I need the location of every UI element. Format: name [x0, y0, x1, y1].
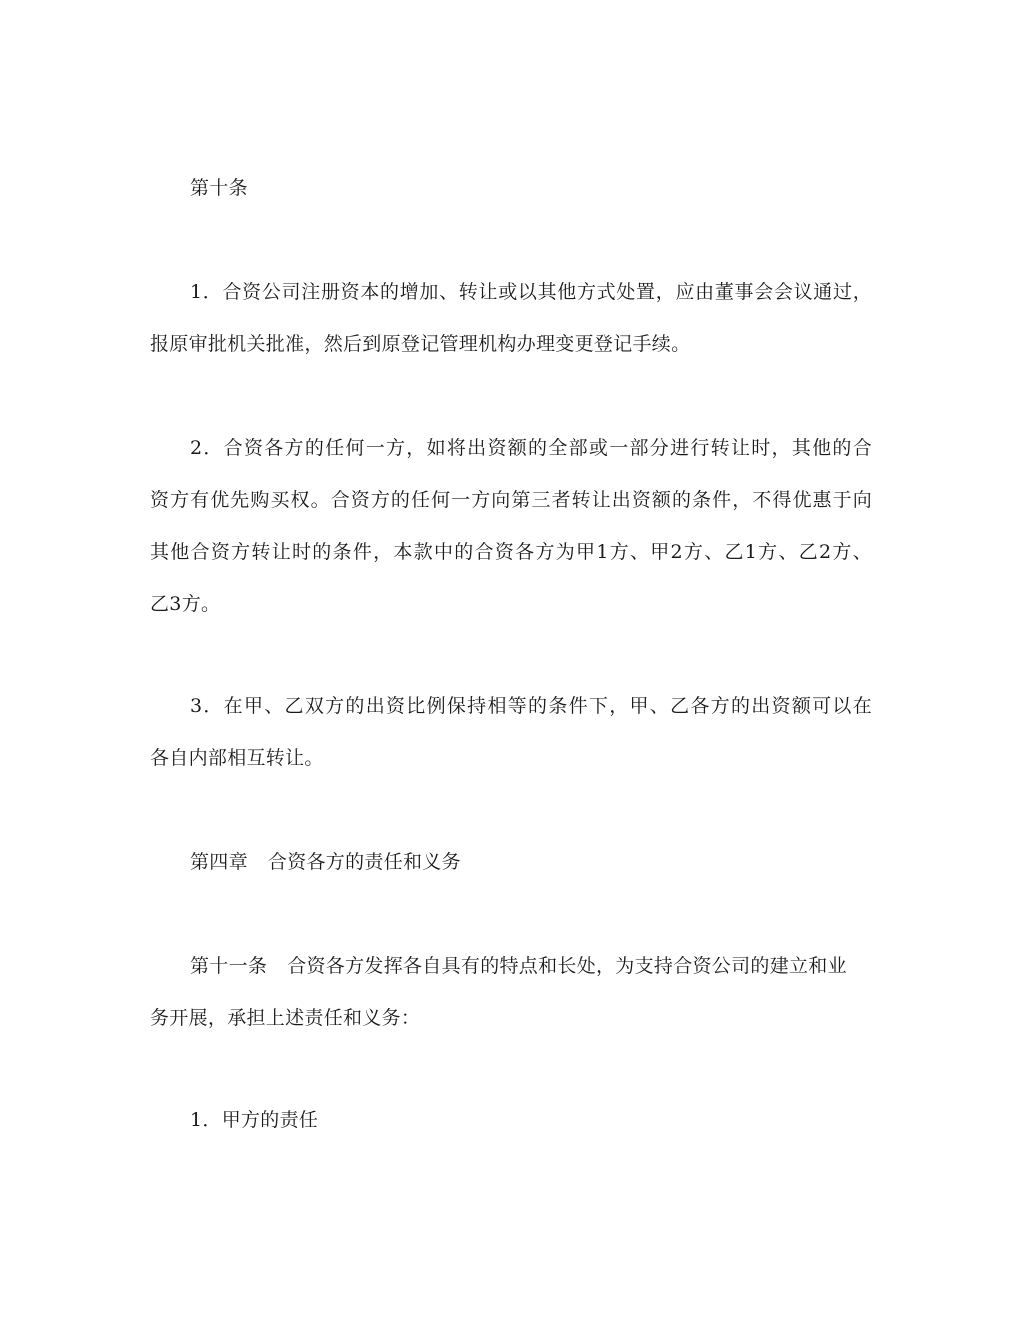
- article-11-line-2: 务开展，承担上述责任和义务：: [150, 1007, 421, 1029]
- chapter-4-heading: [190, 850, 461, 874]
- article-10-clause-1-line-2: 报原审批机关批准，然后到原登记管理机构办理变更登记手续。: [150, 333, 691, 355]
- chapter-4-title: 合资各方的责任和义务: [267, 851, 461, 873]
- article-11-text: 合资各方发挥各自具有的特点和长处，为支持合资公司的建立和业: [287, 955, 847, 977]
- article-11-line-1: [190, 954, 847, 978]
- article-10-heading: 第十条: [190, 177, 248, 199]
- item-1-heading: 1．甲方的责任: [190, 1109, 319, 1131]
- article-11-label: 第十一条: [190, 955, 268, 977]
- article-10-clause-2-line-3: 其他合资方转让时的条件，本款中的合资各方为甲1方、甲2方、乙1方、乙2方、: [150, 541, 872, 563]
- article-10-clause-2-line-2: 资方有优先购买权。合资方的任何一方向第三者转让出资额的条件，不得优惠于向: [150, 489, 872, 511]
- article-10-clause-1-line-1: 1．合资公司注册资本的增加、转让或以其他方式处置，应由董事会会议通过，: [190, 281, 872, 303]
- article-10-clause-2-line-4: 乙3方。: [150, 593, 221, 615]
- article-10-clause-3-line-2: 各自内部相互转让。: [150, 747, 324, 769]
- article-10-clause-3-line-1: 3．在甲、乙双方的出资比例保持相等的条件下，甲、乙各方的出资额可以在: [190, 695, 872, 717]
- chapter-4-label: 第四章: [190, 851, 248, 873]
- article-10-clause-2-line-1: 2．合资各方的任何一方，如将出资额的全部或一部分进行转让时，其他的合: [190, 437, 872, 459]
